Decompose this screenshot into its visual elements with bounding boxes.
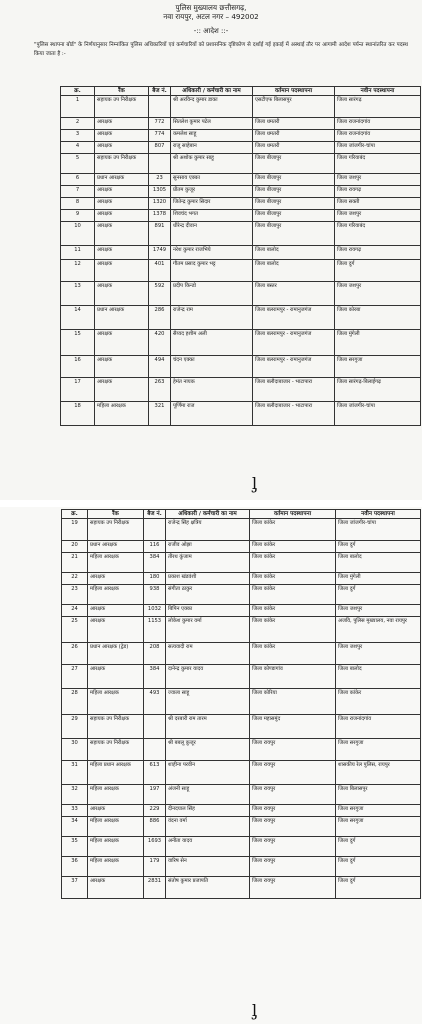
cell-badge [144, 519, 166, 541]
cell-name: सितलेश कुमार पटेल [171, 118, 253, 130]
cell-rank: आरक्षक [95, 210, 149, 222]
cell-current-posting: जिला धमतरी [253, 118, 335, 130]
cell-name: तीरथ कुंजाम [166, 553, 250, 573]
cell-rank: महिला आरक्षक [88, 817, 144, 837]
cell-sno: 28 [62, 689, 88, 715]
cell-rank: महिला आरक्षक [88, 585, 144, 605]
cell-badge: 772 [149, 118, 171, 130]
table-row [62, 617, 421, 643]
cell-current-posting: जिला बीजापुर [253, 210, 335, 222]
cell-badge: 938 [144, 585, 166, 605]
cell-sno: 9 [61, 210, 95, 222]
table-row [62, 553, 421, 573]
cell-current-posting: जिला बस्तर [253, 282, 335, 306]
cell-current-posting: जिला रायपुर [250, 857, 336, 877]
cell-badge: 2831 [144, 877, 166, 899]
table-row [61, 142, 421, 154]
table-row [62, 857, 421, 877]
cell-name: जितेन्द्र कुमार सिदार [171, 198, 253, 210]
cell-current-posting: एसटीएफ बिलासपुर [253, 96, 335, 118]
table-row [62, 665, 421, 689]
cell-rank: सहायक उप निरीक्षक [88, 715, 144, 739]
cell-rank: सहायक उप निरीक्षक [88, 519, 144, 541]
cell-badge [144, 739, 166, 761]
cell-new-posting: जिला दुर्ग [336, 877, 421, 899]
cell-sno: 13 [61, 282, 95, 306]
cell-current-posting: जिला रायपुर [250, 837, 336, 857]
table-row [62, 877, 421, 899]
cell-badge: 1320 [149, 198, 171, 210]
cell-sno: 30 [62, 739, 88, 761]
table-row [62, 785, 421, 805]
cell-rank: महिला आरक्षक [88, 785, 144, 805]
cell-new-posting: जिला जशपुर [335, 282, 421, 306]
cell-name: संतोष कुमार प्रजापति [166, 877, 250, 899]
cell-rank: आरक्षक [95, 130, 149, 142]
table-row [61, 306, 421, 330]
cell-badge: 286 [149, 306, 171, 330]
cell-new-posting: जिला सरगुजा [336, 817, 421, 837]
cell-new-posting: जिला गरियाबंद [335, 154, 421, 174]
cell-rank: सहायक उप निरीक्षक [88, 739, 144, 761]
cell-name: ज्वाला साहू [166, 689, 250, 715]
cell-current-posting: जिला कांकेर [250, 605, 336, 617]
cell-name: राजेन्द्र राम [171, 306, 253, 330]
order-title: -:: आदेश ::- [193, 27, 229, 35]
table-row [61, 356, 421, 378]
cell-new-posting: जिला बालोद [336, 553, 421, 573]
signature-mark: ᶅ [252, 1001, 258, 1020]
cell-name: लोकेश कुमार वर्मा [166, 617, 250, 643]
table-row [61, 378, 421, 402]
signature-mark: ᶅ [252, 474, 258, 493]
cell-rank: आरक्षक [95, 142, 149, 154]
cell-sno: 31 [62, 761, 88, 785]
cell-badge: 321 [149, 402, 171, 426]
cell-current-posting: जिला बीजापुर [253, 174, 335, 186]
table-row [62, 519, 421, 541]
table-row [61, 246, 421, 260]
cell-rank: महिला आरक्षक [88, 553, 144, 573]
cell-new-posting: जिला जांजगीर-चांपा [335, 402, 421, 426]
cell-new-posting: जिला दुर्ग [336, 585, 421, 605]
cell-current-posting: जिला रायपुर [250, 805, 336, 817]
table-row [61, 260, 421, 282]
cell-rank: सहायक उप निरीक्षक [95, 154, 149, 174]
cell-rank: आरक्षक [95, 222, 149, 246]
col-sno: क्र. [61, 87, 95, 96]
cell-new-posting: जिला गरियाबंद [335, 222, 421, 246]
cell-current-posting: जिला बलौदाबाजार - भाटापारा [253, 378, 335, 402]
cell-name: बिपिन एक्का [166, 605, 250, 617]
cell-new-posting: जिला दुर्ग [336, 857, 421, 877]
cell-sno: 1 [61, 96, 95, 118]
cell-new-posting: जिला कोरबा [335, 306, 421, 330]
cell-rank: प्रधान आरक्षक [95, 306, 149, 330]
cell-badge: 23 [149, 174, 171, 186]
cell-badge: 1749 [149, 246, 171, 260]
cell-rank: आरक्षक [95, 186, 149, 198]
table-row [61, 198, 421, 210]
cell-sno: 29 [62, 715, 88, 739]
cell-sno: 12 [61, 260, 95, 282]
cell-new-posting: जिला राजनांदगांव [336, 715, 421, 739]
col-rank: रैंक [95, 87, 149, 96]
order-intro: "पुलिस स्थापना बोर्ड" के निर्णयानुसार निम्नांकित पुलिस अधिकारियों एवं कर्मचारियों को प्रशासनिक दृष्टिकोण से दर्शाई गई इकाई में अस्थाई तौर पर आगामी आदेश पर्यन्त स्थानांतरित कर पदस्थ किया जाता है :- [34, 42, 408, 57]
cell-badge: 384 [144, 553, 166, 573]
cell-name: गौतम प्रसाद कुमार भट्ट [171, 260, 253, 282]
cell-current-posting: जिला कांकेर [250, 553, 336, 573]
cell-current-posting: जिला बालोद [253, 246, 335, 260]
cell-badge: 197 [144, 785, 166, 805]
col-current-posting: वर्तमान पदस्थापना [250, 510, 336, 519]
cell-new-posting: जिला सरगुजा [336, 739, 421, 761]
table-row [62, 643, 421, 665]
table-row [61, 96, 421, 118]
table-header-row [61, 87, 421, 96]
cell-badge: 494 [149, 356, 171, 378]
col-badge: बैज नं. [149, 87, 171, 96]
cell-new-posting: जिला दुर्ग [336, 541, 421, 553]
cell-rank: आरक्षक [95, 118, 149, 130]
cell-badge [144, 715, 166, 739]
cell-sno: 27 [62, 665, 88, 689]
transfer-table-2 [61, 509, 421, 899]
table-row [62, 837, 421, 857]
cell-rank: महिला आरक्षक [88, 689, 144, 715]
col-name: अधिकारी / कर्मचारी का नाम [166, 510, 250, 519]
cell-new-posting: शासकीय रेल पुलिस, रायपुर [336, 761, 421, 785]
cell-new-posting: जिला दुर्ग [335, 260, 421, 282]
cell-name: वारिष सेन [166, 857, 250, 877]
cell-name: शिवचंद भगत [171, 210, 253, 222]
cell-new-posting: जिला राजनांदगांव [335, 130, 421, 142]
cell-current-posting: जिला रायपुर [250, 877, 336, 899]
cell-sno: 22 [62, 573, 88, 585]
cell-rank: प्रधान आरक्षक (ट्रेड) [88, 643, 144, 665]
cell-name: प्रीतम कुजूर [171, 186, 253, 198]
table-row [61, 402, 421, 426]
cell-sno: 20 [62, 541, 88, 553]
cell-current-posting: जिला कांकेर [250, 573, 336, 585]
cell-badge: 592 [149, 282, 171, 306]
cell-badge: 229 [144, 805, 166, 817]
cell-rank: प्रधान आरक्षक [95, 174, 149, 186]
cell-rank: आरक्षक [95, 356, 149, 378]
cell-rank: आरक्षक [95, 330, 149, 356]
cell-current-posting: जिला कोरिया [250, 689, 336, 715]
cell-sno: 6 [61, 174, 95, 186]
cell-name: नरेश कुमार राजभिये [171, 246, 253, 260]
cell-rank: आरक्षक [88, 805, 144, 817]
cell-name: कमलेश साहू [171, 130, 253, 142]
cell-sno: 18 [61, 402, 95, 426]
table-row [62, 817, 421, 837]
cell-name: सैय्यद हशीम अली [171, 330, 253, 356]
cell-sno: 21 [62, 553, 88, 573]
table-header-row [62, 510, 421, 519]
cell-badge: 774 [149, 130, 171, 142]
cell-current-posting: जिला बलरामपुर - रामानुजगंज [253, 356, 335, 378]
table-row [61, 118, 421, 130]
cell-name: श्री अशोक कुमार साहू [171, 154, 253, 174]
cell-current-posting: जिला बीजापुर [253, 222, 335, 246]
letterhead [0, 0, 422, 21]
cell-current-posting: जिला कांकेर [250, 643, 336, 665]
cell-badge [149, 154, 171, 174]
cell-sno: 5 [61, 154, 95, 174]
cell-name: अनीता यादव [166, 837, 250, 857]
cell-current-posting: जिला कांकेर [250, 617, 336, 643]
cell-name: दानेन्द्र कुमार यादव [166, 665, 250, 689]
cell-current-posting: जिला कांकेर [250, 585, 336, 605]
cell-current-posting: जिला रायपुर [250, 739, 336, 761]
cell-new-posting: जिला जशपुर [336, 643, 421, 665]
cell-new-posting: जिला मुंगेली [336, 573, 421, 585]
cell-new-posting: जिला सरगुजा [335, 356, 421, 378]
cell-current-posting: जिला महासमुंद [250, 715, 336, 739]
cell-sno: 17 [61, 378, 95, 402]
col-current-posting: वर्तमान पदस्थापना [253, 87, 335, 96]
cell-badge: 807 [149, 142, 171, 154]
cell-new-posting: जिला बालोद [336, 665, 421, 689]
cell-new-posting: जिला सक्ती [335, 198, 421, 210]
cell-sno: 36 [62, 857, 88, 877]
cell-badge: 891 [149, 222, 171, 246]
cell-rank: महिला आरक्षक [88, 837, 144, 857]
cell-badge: 263 [149, 378, 171, 402]
cell-badge: 179 [144, 857, 166, 877]
col-name: अधिकारी / कर्मचारी का नाम [171, 87, 253, 96]
cell-current-posting: जिला धमतरी [253, 142, 335, 154]
cell-badge: 493 [144, 689, 166, 715]
cell-sno: 32 [62, 785, 88, 805]
cell-sno: 4 [61, 142, 95, 154]
table-row [62, 605, 421, 617]
cell-rank: महिला आरक्षक [95, 402, 149, 426]
cell-new-posting: जिला रायगढ़ [335, 186, 421, 198]
cell-sno: 35 [62, 837, 88, 857]
cell-rank: आरक्षक [95, 260, 149, 282]
cell-sno: 2 [61, 118, 95, 130]
cell-name: शाहीना परवीन [166, 761, 250, 785]
cell-sno: 19 [62, 519, 88, 541]
cell-badge: 613 [144, 761, 166, 785]
cell-name: सत्यवादी राम [166, 643, 250, 665]
cell-new-posting: जिला बिलासपुर [336, 785, 421, 805]
cell-name: श्री बबलू कुजूर [166, 739, 250, 761]
table-row [62, 689, 421, 715]
cell-rank: आरक्षक [95, 198, 149, 210]
office-name: पुलिस मुख्यालय छत्तीसगढ़, [175, 3, 247, 12]
cell-rank: प्रधान आरक्षक [88, 541, 144, 553]
table-row [62, 573, 421, 585]
cell-badge: 208 [144, 643, 166, 665]
cell-current-posting: जिला बलौदाबाजार - भाटापारा [253, 402, 335, 426]
cell-new-posting: जिला जांजगीर-चांपा [335, 142, 421, 154]
table-row [62, 761, 421, 785]
cell-current-posting: जिला धमतरी [253, 130, 335, 142]
cell-new-posting: जिला जशपुर [335, 210, 421, 222]
cell-current-posting: जिला बीजापुर [253, 186, 335, 198]
cell-sno: 25 [62, 617, 88, 643]
cell-badge: 116 [144, 541, 166, 553]
cell-name: राजू साहेबान [171, 142, 253, 154]
col-sno: क्र. [62, 510, 88, 519]
cell-name: वंदना वर्मा [166, 817, 250, 837]
cell-current-posting: जिला रायपुर [250, 817, 336, 837]
cell-name: श्री दरबारी राम तारम [166, 715, 250, 739]
cell-new-posting: जिला कांकेर [336, 689, 421, 715]
cell-sno: 8 [61, 198, 95, 210]
cell-rank: महिला आरक्षक [88, 857, 144, 877]
cell-sno: 34 [62, 817, 88, 837]
cell-badge: 1305 [149, 186, 171, 198]
page-gap [0, 500, 422, 507]
cell-rank: आरक्षक [88, 665, 144, 689]
cell-rank: महिला प्रधान आरक्षक [88, 761, 144, 785]
table-row [62, 739, 421, 761]
cell-sno: 14 [61, 306, 95, 330]
table-row [61, 130, 421, 142]
cell-sno: 15 [61, 330, 95, 356]
table-row [61, 282, 421, 306]
table-row [62, 585, 421, 605]
cell-sno: 16 [61, 356, 95, 378]
table-row [62, 715, 421, 739]
cell-new-posting: जिला रायगढ़ [335, 246, 421, 260]
cell-current-posting: जिला बालोद [253, 260, 335, 282]
cell-name: श्री अरविन्द कुमार डाका [171, 96, 253, 118]
cell-current-posting: जिला कांकेर [250, 541, 336, 553]
table-row [61, 154, 421, 174]
cell-new-posting: जिला मुंगेली [335, 330, 421, 356]
cell-name: हेमंत नायक [171, 378, 253, 402]
cell-rank: सहायक उप निरीक्षक [95, 96, 149, 118]
cell-new-posting: जिला जशपुर [335, 174, 421, 186]
cell-rank: आरक्षक [88, 573, 144, 585]
cell-name: धीरेन्द्र दीवान [171, 222, 253, 246]
cell-badge: 420 [149, 330, 171, 356]
cell-name: अंजनी साहू [166, 785, 250, 805]
cell-sno: 33 [62, 805, 88, 817]
cell-rank: आरक्षक [88, 877, 144, 899]
cell-sno: 26 [62, 643, 88, 665]
cell-badge: 1378 [149, 210, 171, 222]
cell-current-posting: जिला रायपुर [250, 785, 336, 805]
table-row [61, 174, 421, 186]
cell-name: पूर्णिमा राज [171, 402, 253, 426]
cell-current-posting: जिला बलरामपुर - रामानुजगंज [253, 306, 335, 330]
document-page-1 [0, 0, 422, 500]
document-page-2 [0, 507, 422, 1024]
cell-new-posting: जिला सरगुजा [336, 805, 421, 817]
cell-badge: 1693 [144, 837, 166, 857]
transfer-table-1 [60, 86, 421, 426]
table-row [62, 805, 421, 817]
table-row [61, 330, 421, 356]
cell-sno: 37 [62, 877, 88, 899]
cell-current-posting: जिला बीजापुर [253, 154, 335, 174]
cell-rank: आरक्षक [88, 617, 144, 643]
cell-current-posting: जिला कांकेर [250, 519, 336, 541]
cell-current-posting: जिला बीजापुर [253, 198, 335, 210]
cell-sno: 10 [61, 222, 95, 246]
col-new-posting: नवीन पदस्थापना [335, 87, 421, 96]
cell-badge: 401 [149, 260, 171, 282]
cell-new-posting: जिला सारंगढ़-बिलाईगढ़ [335, 378, 421, 402]
cell-name: प्रकाश खंडवंशी [166, 573, 250, 585]
col-rank: रैंक [88, 510, 144, 519]
cell-name: राजेन्द्र सिंह क्षत्रिय [166, 519, 250, 541]
cell-sno: 7 [61, 186, 95, 198]
cell-rank: आरक्षक [95, 246, 149, 260]
cell-badge: 384 [144, 665, 166, 689]
cell-badge: 180 [144, 573, 166, 585]
col-new-posting: नवीन पदस्थापना [336, 510, 421, 519]
cell-badge: 886 [144, 817, 166, 837]
cell-new-posting: जिला राजनांदगांव [335, 118, 421, 130]
cell-current-posting: जिला बलरामपुर - रामानुजगंज [253, 330, 335, 356]
cell-name: संगीता ठाकुर [166, 585, 250, 605]
table-row [61, 210, 421, 222]
cell-badge: 1032 [144, 605, 166, 617]
cell-rank: आरक्षक [88, 605, 144, 617]
cell-sno: 23 [62, 585, 88, 605]
cell-sno: 3 [61, 130, 95, 142]
cell-rank: आरक्षक [95, 378, 149, 402]
cell-new-posting: जिला जांजगीर-चांपा [336, 519, 421, 541]
col-badge: बैज नं. [144, 510, 166, 519]
cell-new-posting: जिला दुर्ग [336, 837, 421, 857]
office-address: नवा रायपुर, अटल नगर – 492002 [163, 12, 259, 21]
cell-name: सुनसाय एक्का [171, 174, 253, 186]
cell-name: चंदन एक्का [171, 356, 253, 378]
cell-name: प्रदीप किन्डो [171, 282, 253, 306]
cell-rank: आरक्षक [95, 282, 149, 306]
cell-name: दीनदयाल सिंह [166, 805, 250, 817]
cell-current-posting: जिला कोण्डागांव [250, 665, 336, 689]
cell-sno: 11 [61, 246, 95, 260]
cell-badge [149, 96, 171, 118]
cell-new-posting: अजवि, पुलिस मुख्यालय, नवा रायपुर [336, 617, 421, 643]
cell-new-posting: जिला जशपुर [336, 605, 421, 617]
table-row [61, 186, 421, 198]
cell-badge: 1153 [144, 617, 166, 643]
cell-sno: 24 [62, 605, 88, 617]
table-row [61, 222, 421, 246]
table-row [62, 541, 421, 553]
cell-current-posting: जिला रायपुर [250, 761, 336, 785]
cell-new-posting: जिला सारंगढ़ [335, 96, 421, 118]
cell-name: राजीव ओझा [166, 541, 250, 553]
